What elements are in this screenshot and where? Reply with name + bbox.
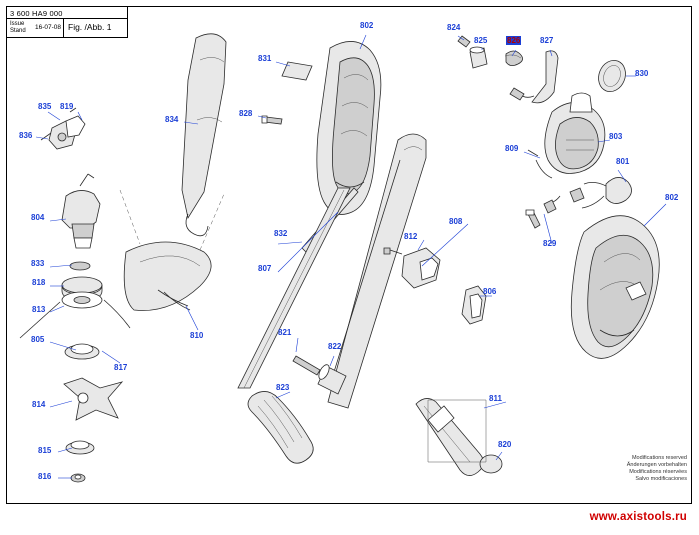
callout-812: 812 <box>404 232 418 241</box>
callout-815: 815 <box>38 446 52 455</box>
rights-line-es: Salvo modificaciones <box>635 476 687 482</box>
callout-816: 816 <box>38 472 52 481</box>
callout-802-right: 802 <box>665 193 679 202</box>
callout-828: 828 <box>239 109 253 118</box>
callout-821: 821 <box>278 328 292 337</box>
site-watermark: www.axistools.ru <box>589 511 687 523</box>
callout-822: 822 <box>328 342 342 351</box>
callout-803: 803 <box>609 132 623 141</box>
part-group-lever-801 <box>544 177 632 213</box>
rights-notice <box>627 455 687 483</box>
callout-836: 836 <box>19 131 33 140</box>
callout-835: 835 <box>38 102 52 111</box>
part-number: 3 600 HA9 000 <box>10 9 63 18</box>
callout-832: 832 <box>274 229 288 238</box>
callout-810: 810 <box>190 331 204 340</box>
callout-805: 805 <box>31 335 45 344</box>
callout-819: 819 <box>60 102 74 111</box>
part-group-fasteners <box>66 441 94 482</box>
part-group-guard <box>120 190 224 311</box>
part-group-blade <box>64 378 122 420</box>
part-group-motor-head <box>528 93 605 178</box>
callout-823: 823 <box>276 383 290 392</box>
callout-807: 807 <box>258 264 272 273</box>
part-group-housing-shell-right <box>571 216 659 359</box>
part-group-motor-housing <box>62 174 100 248</box>
issue-date: 16-07-08 <box>35 24 62 31</box>
part-group-cover-830 <box>594 56 630 95</box>
issue-label-en: Issue <box>10 21 25 27</box>
callout-834: 834 <box>165 115 179 124</box>
callout-827: 827 <box>540 36 554 45</box>
callout-808: 808 <box>449 217 463 226</box>
callout-813: 813 <box>32 305 46 314</box>
callout-825: 825 <box>474 36 488 45</box>
callout-820: 820 <box>498 440 512 449</box>
issue-label-de: Stand <box>10 27 26 34</box>
callout-814: 814 <box>32 400 46 409</box>
callout-824: 824 <box>447 23 461 32</box>
callout-804: 804 <box>31 213 45 222</box>
callout-809: 809 <box>505 144 519 153</box>
callout-818: 818 <box>32 278 46 287</box>
callout-811: 811 <box>489 394 502 403</box>
callout-817: 817 <box>114 363 128 372</box>
callout-833: 833 <box>31 259 45 268</box>
part-group-rod-sleeve <box>293 356 346 394</box>
part-group-upper-tube <box>182 34 226 236</box>
part-group-handlebar-811 <box>416 398 502 475</box>
rights-line-fr: Modifications réservées <box>629 469 687 475</box>
callout-831: 831 <box>258 54 272 63</box>
callout-829: 829 <box>543 239 557 248</box>
callout-830: 830 <box>635 69 649 78</box>
part-group-screw-829 <box>526 210 540 228</box>
rights-line-de: Änderungen vorbehalten <box>626 462 687 468</box>
callout-806: 806 <box>483 287 497 296</box>
callout-801: 801 <box>616 157 630 166</box>
part-group-handle-823 <box>248 391 313 463</box>
part-group-small-parts-topright <box>458 36 558 103</box>
figure-label: Fig. /Abb. 1 <box>68 22 112 32</box>
part-group-screw-828 <box>262 116 282 124</box>
callout-826: 826 <box>507 36 521 45</box>
callout-802-top: 802 <box>360 21 374 30</box>
part-group-plug <box>41 108 85 149</box>
rights-line-en: Modifications reserved <box>631 455 687 461</box>
